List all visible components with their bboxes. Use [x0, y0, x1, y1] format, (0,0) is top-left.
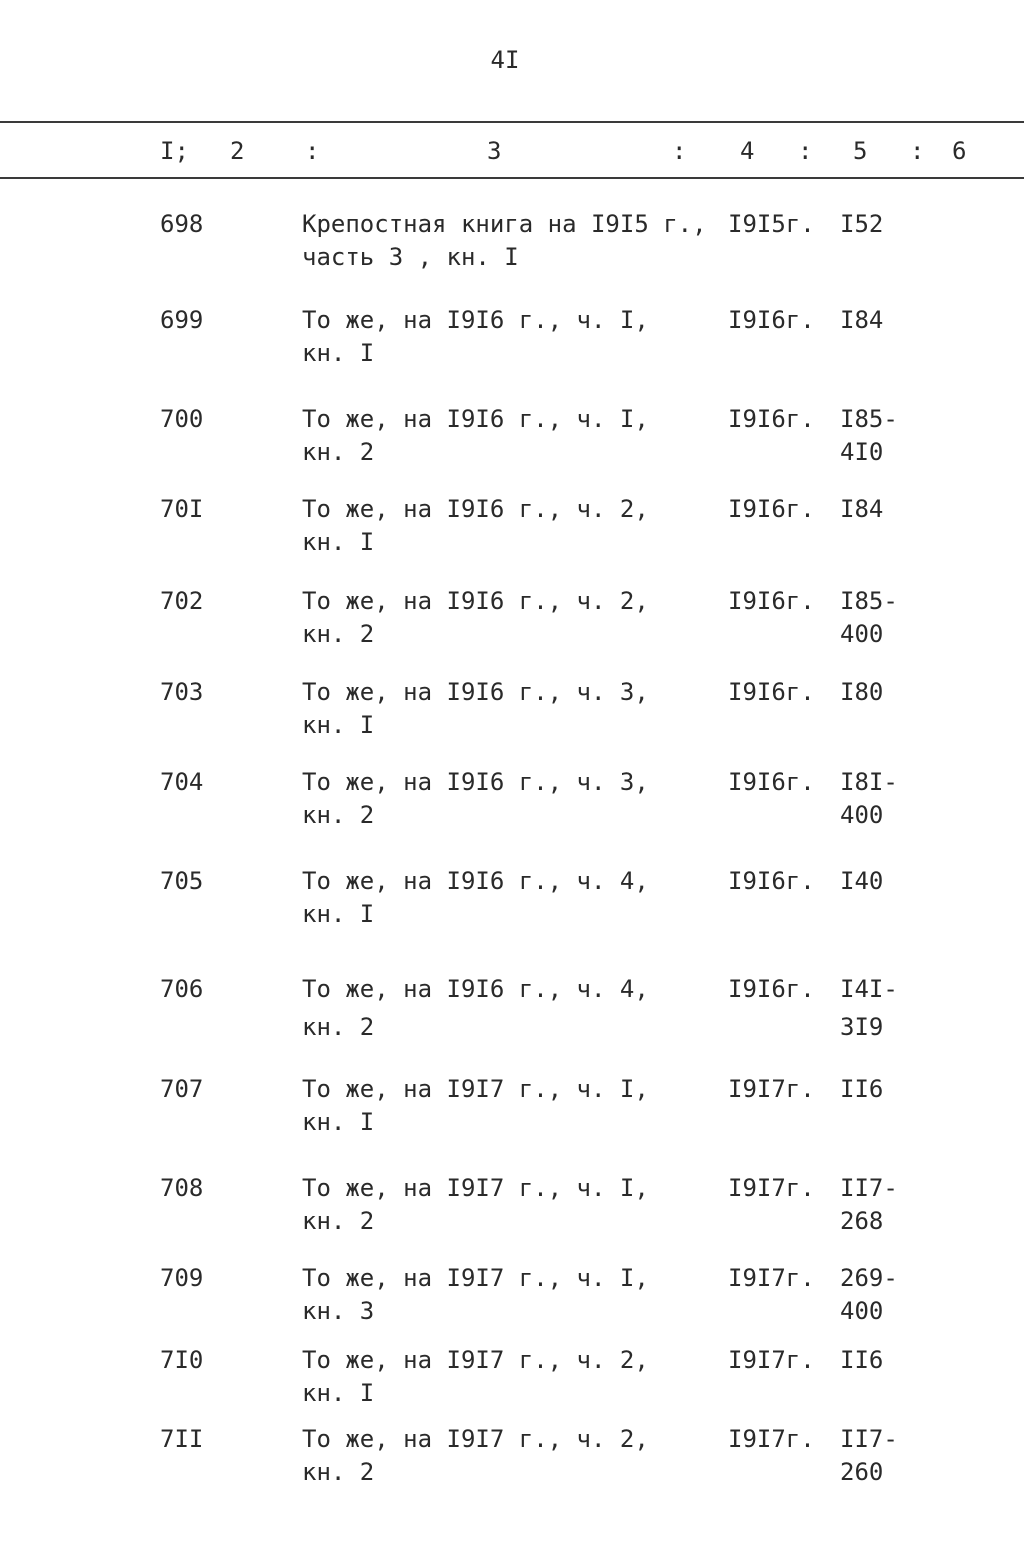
row-number: 707 — [160, 1075, 204, 1103]
header-col-2: 2 — [230, 137, 245, 165]
header-separator-4: : — [910, 137, 925, 165]
row-number: 7II — [160, 1425, 204, 1453]
header-col-3: 3 — [487, 137, 502, 165]
row-sheets: I80 — [840, 678, 884, 706]
row-date: I9I7г. — [728, 1264, 815, 1292]
row-description: То же, на I9I6 г., ч. I, кн. 2 — [302, 405, 649, 466]
row-date: I9I7г. — [728, 1075, 815, 1103]
row-number: 706 — [160, 975, 204, 1003]
row-sheets: II7- 260 — [840, 1425, 898, 1486]
row-date: I9I6г. — [728, 678, 815, 706]
table-header-bottom-rule — [0, 177, 1024, 179]
header-separator-3: : — [798, 137, 813, 165]
row-number: 705 — [160, 867, 204, 895]
row-description: То же, на I9I6 г., ч. 3, кн. I — [302, 678, 649, 739]
header-separator-1: : — [305, 137, 320, 165]
row-number: 698 — [160, 210, 204, 238]
row-sheets: I84 — [840, 306, 884, 334]
row-number: 708 — [160, 1174, 204, 1202]
row-date: I9I6г. — [728, 306, 815, 334]
header-col-1: I; — [160, 137, 189, 165]
row-description: То же, на I9I7 г., ч. I, кн. 3 — [302, 1264, 649, 1325]
row-description: То же, на I9I6 г., ч. I, кн. I — [302, 306, 649, 367]
row-date: I9I5г. — [728, 210, 815, 238]
row-number: 702 — [160, 587, 204, 615]
page-number: 4I — [490, 46, 520, 74]
row-date: I9I7г. — [728, 1174, 815, 1202]
row-number: 70I — [160, 495, 204, 523]
row-date: I9I7г. — [728, 1425, 815, 1453]
row-date: I9I6г. — [728, 405, 815, 433]
header-col-5: 5 — [853, 137, 868, 165]
row-sheets: I52 — [840, 210, 884, 238]
row-description: То же, на I9I7 г., ч. I, кн. I — [302, 1075, 649, 1136]
row-sheets: I85- 400 — [840, 587, 898, 648]
row-number: 699 — [160, 306, 204, 334]
row-description: То же, на I9I7 г., ч. 2, кн. 2 — [302, 1425, 649, 1486]
row-description: То же, на I9I6 г., ч. 2, кн. 2 — [302, 587, 649, 648]
row-sheets: II6 — [840, 1075, 884, 1103]
row-description: Крепостная книга на I9I5 г., часть 3 , кн. I — [302, 210, 707, 271]
header-separator-2: : — [672, 137, 687, 165]
table-top-rule — [0, 121, 1024, 123]
row-description: То же, на I9I6 г., ч. 4, кн. 2 — [302, 975, 649, 1041]
row-number: 703 — [160, 678, 204, 706]
row-description: То же, на I9I7 г., ч. 2, кн. I — [302, 1346, 649, 1407]
row-sheets: I40 — [840, 867, 884, 895]
row-sheets: I4I- 3I9 — [840, 975, 898, 1041]
row-number: 704 — [160, 768, 204, 796]
row-sheets: II6 — [840, 1346, 884, 1374]
row-description: То же, на I9I6 г., ч. 2, кн. I — [302, 495, 649, 556]
row-date: I9I6г. — [728, 768, 815, 796]
row-date: I9I6г. — [728, 867, 815, 895]
row-date: I9I6г. — [728, 587, 815, 615]
row-description: То же, на I9I7 г., ч. I, кн. 2 — [302, 1174, 649, 1235]
row-number: 709 — [160, 1264, 204, 1292]
row-description: То же, на I9I6 г., ч. 3, кн. 2 — [302, 768, 649, 829]
header-col-4: 4 — [740, 137, 755, 165]
row-date: I9I7г. — [728, 1346, 815, 1374]
row-number: 7I0 — [160, 1346, 204, 1374]
row-sheets: I8I- 400 — [840, 768, 898, 829]
row-sheets: I85- 4I0 — [840, 405, 898, 466]
row-date: I9I6г. — [728, 495, 815, 523]
row-sheets: 269- 400 — [840, 1264, 898, 1325]
row-date: I9I6г. — [728, 975, 815, 1003]
row-sheets: I84 — [840, 495, 884, 523]
row-number: 700 — [160, 405, 204, 433]
row-description: То же, на I9I6 г., ч. 4, кн. I — [302, 867, 649, 928]
header-col-6: 6 — [952, 137, 967, 165]
row-sheets: II7- 268 — [840, 1174, 898, 1235]
